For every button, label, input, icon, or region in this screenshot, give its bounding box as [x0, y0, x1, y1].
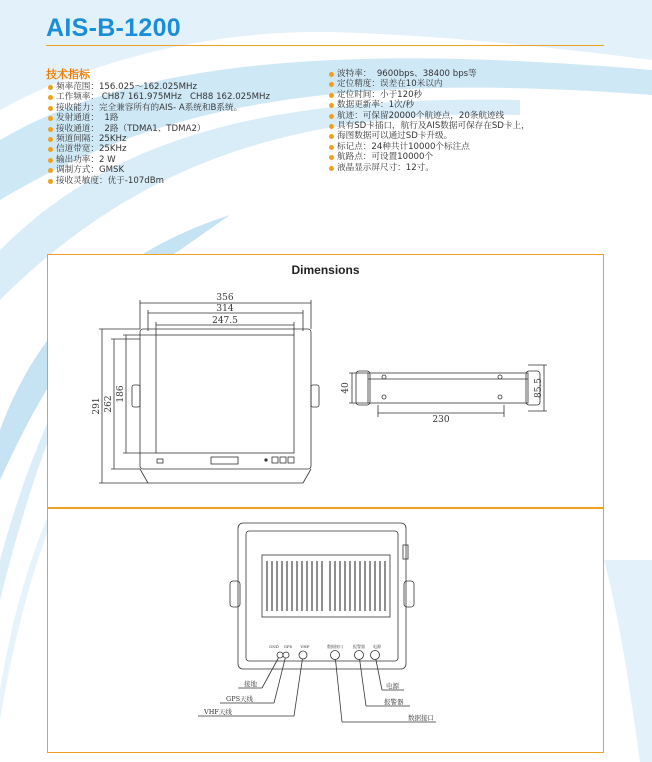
port-label: 报警器: [353, 644, 365, 649]
spec-item: 发射通道： 1路: [47, 113, 270, 123]
port-alarm: [355, 651, 364, 660]
rear-view-panel: [47, 508, 604, 753]
spec-list-left: [47, 82, 270, 186]
spec-item: 液晶显示屏尺寸：12寸。: [328, 163, 530, 173]
front-bezel: [140, 329, 311, 469]
spec-item: 航迹：可保留20000个航迹点，20条航迹线: [328, 111, 530, 121]
rear-heatsink: [262, 555, 390, 617]
dim-side-right: 85.5: [534, 377, 544, 399]
dimensions-title: Dimensions: [291, 263, 360, 277]
dim-width-total: 356: [216, 293, 234, 303]
dim-height-total: 291: [92, 397, 102, 415]
side-body: [368, 373, 528, 403]
front-screen: [156, 335, 294, 453]
callout-label: 报警器: [384, 698, 404, 706]
dim-depth: 230: [432, 415, 450, 425]
dim-width-mid: 314: [216, 304, 234, 314]
port-label: 电源: [373, 644, 381, 649]
spec-item-continued: 海图数据可以通过SD卡升级。: [328, 131, 530, 141]
port-vhf: [299, 651, 307, 659]
dim-height-mid: 262: [104, 395, 114, 413]
dimensions-panel: [47, 254, 604, 508]
side-knob-right: [311, 385, 319, 407]
port-data: [331, 651, 340, 660]
spec-item: 波特率： 9600bps、38400 bps等: [328, 69, 530, 79]
spec-item: 航路点：可设置10000个: [328, 152, 530, 162]
port-label: 数据接口: [327, 644, 343, 649]
port-label: GPS: [283, 644, 293, 649]
dim-height-screen: 186: [116, 385, 126, 403]
port-label: GND: [269, 644, 279, 649]
spec-item: 定位时间：小于120秒: [328, 90, 530, 100]
spec-item: 接收灵敏度：优于-107dBm: [47, 176, 270, 186]
callout-label: 电源: [386, 682, 399, 690]
spec-item: 频率范围：156.025～162.025MHz: [47, 82, 270, 92]
side-knob-left: [132, 385, 140, 407]
spec-item: 频道间隔：25KHz: [47, 134, 270, 144]
spec-item: 标记点：24种共计10000个标注点: [328, 142, 530, 152]
spec-item: 数据更新率：1次/秒: [328, 100, 530, 110]
dimension-drawing: [48, 255, 603, 507]
callout-label: 接地: [244, 680, 257, 688]
port-gnd: [277, 652, 283, 658]
dim-side-left: 40: [341, 382, 351, 394]
callout-label: VHF天线: [204, 708, 232, 716]
spec-item: 工作频率： CH87 161.975MHz CH88 162.025MHz: [47, 92, 270, 102]
spec-item: 定位精度：误差在10米以内: [328, 79, 530, 89]
rear-view-drawing: [48, 509, 603, 752]
dim-width-screen: 247.5: [212, 316, 238, 326]
spec-item: 接收通道： 2路（TDMA1、TDMA2）: [47, 124, 270, 134]
spec-list-right: [328, 69, 530, 173]
port-power: [371, 651, 380, 660]
spec-item: 接收能力：完全兼容所有的AIS- A系统和B系统。: [47, 103, 270, 113]
port-gps: [283, 652, 289, 658]
specs-heading: 技术指标: [46, 68, 90, 81]
spec-item: 具有SD卡插口，航行及AIS数据可保存在SD卡上，: [328, 121, 530, 131]
spec-item: 调制方式：GMSK: [47, 165, 270, 175]
callout-label: GPS天线: [226, 695, 254, 703]
port-label: VHF: [300, 644, 310, 649]
spec-item: 输出功率：2 W: [47, 155, 270, 165]
product-title: AIS-B-1200: [46, 14, 181, 42]
title-rule: [46, 45, 604, 46]
spec-item: 信道带宽：25KHz: [47, 144, 270, 154]
callout-label: 数据接口: [408, 714, 434, 722]
